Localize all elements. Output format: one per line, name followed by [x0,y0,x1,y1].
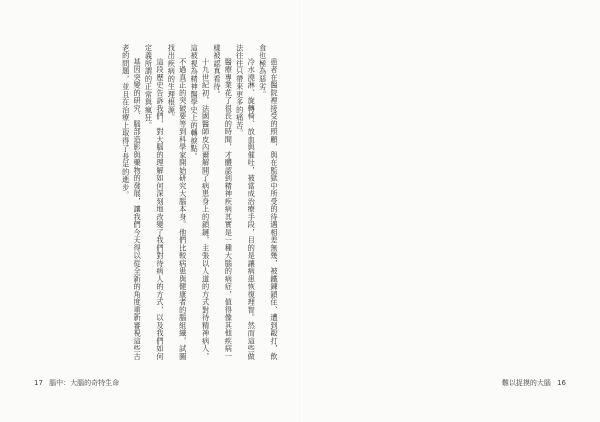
paragraph: 患者在醫院裡接受的照顧，與在監獄中所受的待遇相差無幾，被鐵鍊鎖住、遭到毆打，飲食也極為惡劣。 [258,44,279,361]
paragraph: 十九世紀初，法國醫師皮內爾解開了病患身上的鎖鏈，主張以人道的方式對待精神病人，這被視為精神醫學史上的轉捩點。 [190,44,211,361]
paragraph: 這段歷史告訴我們，對大腦的理解如何深刻地改變了我們對待病人的方式，以及我們如何定義所謂的正常與瘋狂。 [144,44,165,361]
page-number: 17 [34,379,43,387]
right-page-footer [502,378,570,388]
left-page-footer [30,378,119,388]
running-head: 腦中：大腦的奇特生命 [49,379,120,387]
running-head: 難以捉摸的大腦 [501,379,551,387]
page-number: 16 [557,379,566,387]
left-page-body [30,44,280,364]
paragraph: 基因突變的研究、腦部造影與藥物的發展，讓我們今天得以從全新的角度重新審視這些古老的問題，並且在治療上取得了長足的進步。 [121,44,143,361]
paragraph: 冷水澆淋、旋轉椅、放血與催吐，被當成治療手段，目的是讓病患恢復理智。然而這些做法往往只帶來更多的痛苦。 [235,44,257,361]
right-page [300,0,600,422]
paragraph: 不過真正的突破要等到科學家開始研究大腦本身。他們比較病患與健康者的腦組織，試圖找出疾病的生理根源。 [167,44,188,361]
paragraph: 醫療專業花了很長的時間，才體認到精神疾病其實是一種大腦的病症，值得像其他疾病一樣被認真看待。 [212,44,234,361]
